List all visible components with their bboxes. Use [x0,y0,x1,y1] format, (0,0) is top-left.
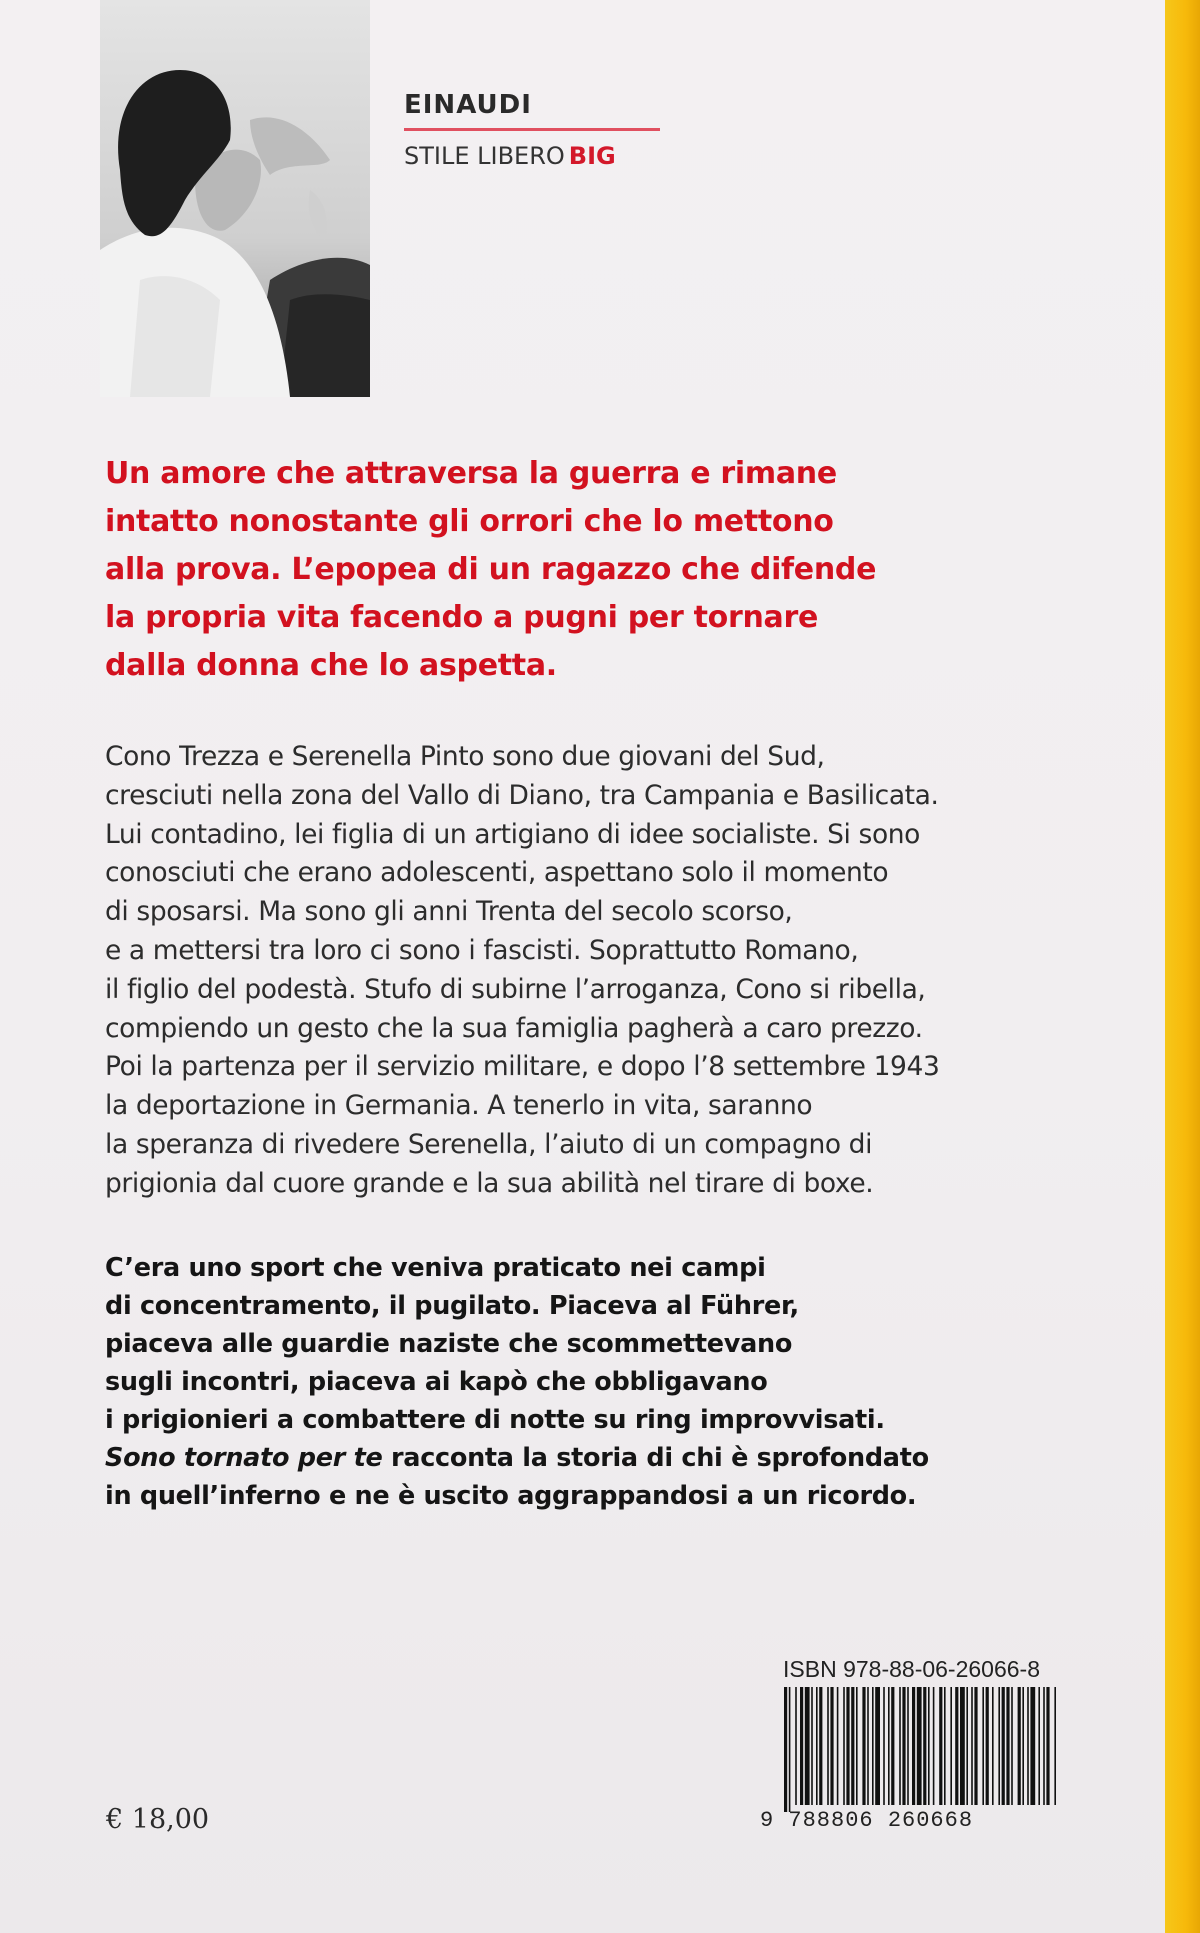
barcode-bar [912,1687,915,1805]
hook-line-rest: racconta la storia di chi è sprofondato [382,1443,929,1473]
barcode-bar [800,1687,803,1805]
tagline-line: alla prova. L’epopea di un ragazzo che difende [105,552,877,587]
barcode-bar [902,1687,905,1805]
barcode-bar [811,1687,813,1805]
barcode-bar [1038,1687,1040,1805]
barcode-bar [1011,1687,1013,1805]
barcode-bar [843,1687,845,1805]
series-suffix: BIG [568,142,616,170]
synopsis-line: e a mettersi tra loro ci sono i fascisti. Soprattutto Romano, [105,934,859,966]
synopsis [105,738,1115,1204]
barcode-bar [950,1687,952,1805]
publisher-name: EINAUDI [404,90,532,120]
author-photo [100,0,370,397]
synopsis-line: prigionia dal cuore grande e la sua abilità nel tirare di boxe. [105,1167,874,1199]
barcode-bar [928,1687,930,1805]
barcode-bar [974,1687,977,1805]
tagline-line: dalla donna che lo aspetta. [105,648,557,683]
barcode-bar [944,1687,946,1805]
barcode-bar [867,1687,869,1805]
barcode-bar [872,1687,874,1805]
spine-edge [1165,0,1200,1933]
barcode-bar [1027,1687,1029,1805]
portrait-image [100,0,370,397]
publisher-divider [404,128,660,131]
barcode-bar [1030,1687,1035,1805]
barcode-bar [907,1687,909,1805]
synopsis-line: conosciuti che erano adolescenti, aspettano solo il momento [105,857,889,889]
barcode-bar [1018,1687,1021,1805]
barcode-bar [939,1687,942,1805]
hook-paragraph [105,1249,1115,1515]
barcode-bar [955,1687,958,1805]
barcode-bar [1006,1687,1009,1805]
barcode-bar [883,1687,885,1805]
hook-line: in quell’inferno e ne è uscito aggrappandosi a un ricordo. [105,1481,917,1511]
synopsis-line: la speranza di rivedere Serenella, l’aiuto di un compagno di [105,1128,873,1160]
barcode-bar [837,1687,839,1805]
barcode-bar [1043,1687,1045,1805]
barcode-bar [784,1687,787,1812]
synopsis-line: Poi la partenza per il servizio militare, e dopo l’8 settembre 1943 [105,1051,940,1083]
barcode-bar [805,1687,810,1805]
barcode-bar [1002,1687,1005,1805]
barcode-bar [933,1687,935,1805]
hook-line: piaceva alle guardie naziste che scommettevano [105,1329,793,1359]
barcode-bar [960,1687,965,1805]
barcode-bar [819,1687,822,1805]
synopsis-line: Lui contadino, lei figlia di un artigiano di idee socialiste. Si sono [105,818,920,850]
barcode-bar [966,1687,968,1805]
barcode [780,1687,1060,1812]
barcode-bar [899,1687,901,1805]
barcode-bar [795,1687,797,1805]
barcode-bar [917,1687,922,1805]
hook-line: sugli incontri, piaceva ai kapò che obbligavano [105,1367,768,1397]
price: € 18,00 [106,1804,210,1835]
tagline-line: intatto nonostante gli orrori che lo mettono [105,504,834,539]
barcode-bar [1046,1687,1049,1805]
barcode-bar [816,1687,818,1805]
hook-line: i prigionieri a combattere di notte su ring improvvisati. [105,1405,885,1435]
barcode-bar [923,1687,926,1805]
publisher-logo [404,90,664,171]
tagline [105,450,1105,690]
barcode-bar [789,1687,791,1812]
barcode-bar [851,1687,854,1805]
synopsis-line: compiendo un gesto che la sua famiglia pagherà a caro prezzo. [105,1012,923,1044]
isbn-label: ISBN 978-88-06-26066-8 [783,1656,1040,1682]
barcode-bar [888,1687,890,1805]
book-title: Sono tornato per te [105,1443,383,1473]
tagline-line: la propria vita facendo a pugni per tornare [105,600,819,635]
synopsis-line: il figlio del podestà. Stufo di subirne l’arroganza, Cono si ribella, [105,973,926,1005]
barcode-bar [982,1687,984,1805]
barcode-bar [1054,1687,1056,1805]
barcode-digits: 9 788806 260668 [760,1808,974,1833]
hook-line [105,1439,1115,1477]
series-prefix: STILE LIBERO [404,142,565,170]
barcode-bar [891,1687,894,1805]
tagline-line: Un amore che attraversa la guerra e rimane [105,456,837,491]
barcode-bar [830,1687,833,1805]
series-name [404,141,664,171]
barcode-bar [1022,1687,1024,1805]
barcode-bar [827,1687,829,1805]
barcode-bar [846,1687,849,1805]
synopsis-line: cresciuti nella zona del Vallo di Diano, tra Campania e Basilicata. [105,779,939,811]
barcode-bar [992,1687,994,1805]
synopsis-line: di sposarsi. Ma sono gli anni Trenta del secolo scorso, [105,896,793,928]
barcode-bar [856,1687,858,1805]
synopsis-line: la deportazione in Germania. A tenerlo in vita, saranno [105,1090,813,1122]
barcode-bar [998,1687,1000,1805]
barcode-bar [971,1687,973,1805]
barcode-bar [875,1687,880,1805]
hook-line: di concentramento, il pugilato. Piaceva al Führer, [105,1291,799,1321]
hook-line: C’era uno sport che veniva praticato nei campi [105,1253,766,1283]
barcode-bar [986,1687,989,1805]
barcode-bar [862,1687,865,1805]
synopsis-line: Cono Trezza e Serenella Pinto sono due giovani del Sud, [105,741,825,772]
